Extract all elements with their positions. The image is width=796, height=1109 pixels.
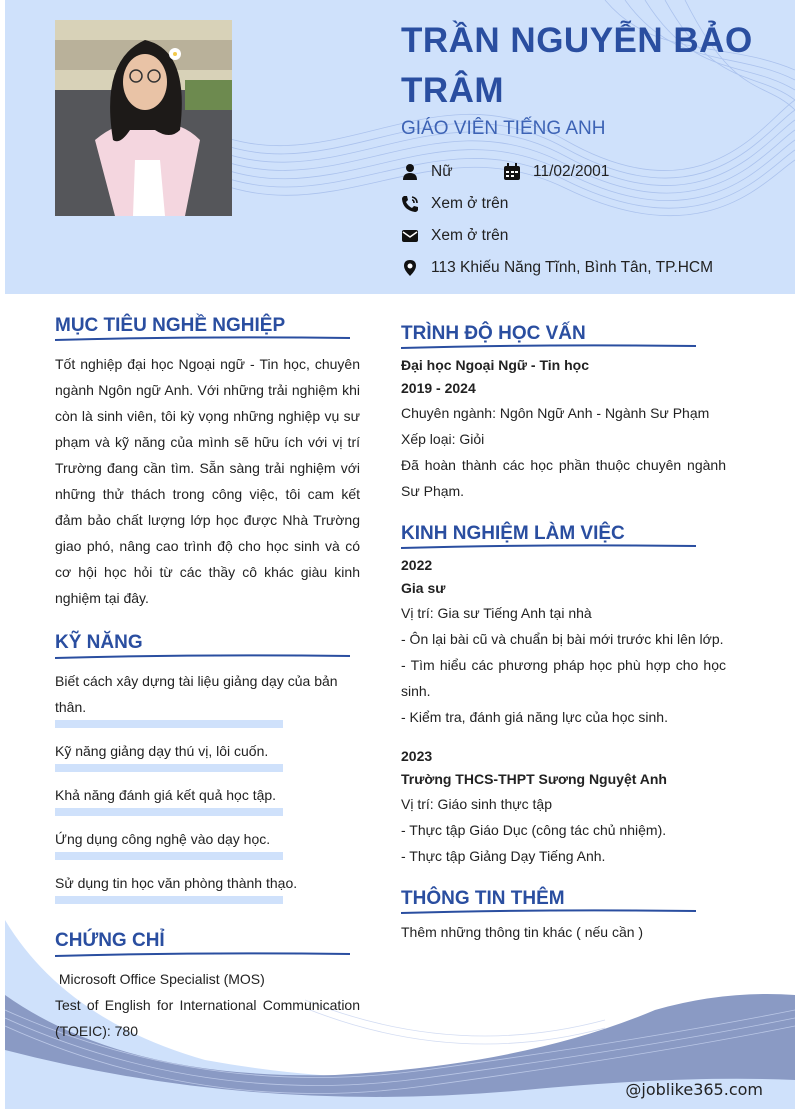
skill-item: Biết cách xây dựng tài liệu giảng dạy của bản thân. (55, 673, 338, 715)
job-organization: Gia sư (401, 580, 446, 596)
job-task: - Ôn lại bài cũ và chuẩn bị bài mới trước khi lên lớp. (401, 631, 724, 647)
job-task: - Thực tập Giáo Dục (công tác chủ nhiệm). (401, 822, 667, 838)
education-rank: Xếp loại: Giỏi (401, 431, 485, 447)
skills-title: KỸ NĂNG (55, 632, 143, 653)
education-title: TRÌNH ĐỘ HỌC VẤN (401, 323, 586, 344)
job-year: 2023 (401, 748, 433, 764)
profile-photo (55, 20, 232, 216)
job-role: Vị trí: Gia sư Tiếng Anh tại nhà (401, 605, 592, 621)
job-task: - Tìm hiểu các phương pháp học phù hợp cho học sinh. (401, 657, 726, 699)
education-years: 2019 - 2024 (401, 380, 476, 396)
candidate-name: TRẦN NGUYỄN BẢO TRÂM (401, 21, 753, 110)
objective-underline (55, 336, 350, 342)
education-major: Chuyên ngành: Ngôn Ngữ Anh - Ngành Sư Phạm (401, 405, 710, 421)
job-organization: Trường THCS-THPT Sương Nguyệt Anh (401, 771, 667, 787)
skill-item: Kỹ năng giảng dạy thú vị, lôi cuốn. (55, 743, 269, 759)
education-note: Đã hoàn thành các học phần thuộc chuyên ngành Sư Phạm. (401, 457, 726, 499)
experience-title: KINH NGHIỆM LÀM VIỆC (401, 523, 625, 544)
objective-text: Tốt nghiệp đại học Ngoại ngữ - Tin học, chuyên ngành Ngôn ngữ Anh. Với những trải nghiệm khi còn là sinh viên, tôi kỳ vọng những nghiệp vụ sư phạm và kỹ năng của mình sẽ hữu ích với vị trí Trường đang cần tìm. Sẵn sàng trải nghiệm với những thử thách trong công việc, tôi cam kết đảm bảo chất lượng lớp học được Nhà Trường giao phó, nâng cao trình độ cho học sinh và có cơ hội học hỏi từ các thầy cô khác giàu kinh nghiệm tại đây. (55, 356, 360, 606)
extra-title: THÔNG TIN THÊM (401, 888, 565, 909)
job-year: 2022 (401, 557, 433, 573)
skill-bar (55, 896, 283, 904)
phone-row (401, 195, 701, 215)
objective-title: MỤC TIÊU NGHỀ NGHIỆP (55, 315, 286, 336)
skill-bar (55, 720, 283, 728)
certificate-item: Microsoft Office Specialist (MOS) (55, 971, 265, 987)
skill-bar (55, 808, 283, 816)
phone-icon (401, 195, 419, 213)
cv-page (5, 0, 795, 1109)
envelope-icon (401, 227, 419, 245)
certificates-title: CHỨNG CHỈ (55, 930, 165, 951)
skill-item: Ứng dụng công nghệ vào dạy học. (55, 831, 271, 847)
birthday-value: 11/02/2001 (533, 163, 610, 180)
skills-underline (55, 654, 350, 660)
skill-bar (55, 764, 283, 772)
website-watermark: @joblike365.com (625, 1080, 763, 1099)
job-title: GIÁO VIÊN TIẾNG ANH (401, 118, 606, 139)
address-value: 113 Khiếu Năng Tĩnh, Bình Tân, TP.HCM (431, 259, 714, 276)
address-row (401, 259, 781, 279)
certificates-underline (55, 952, 350, 958)
location-pin-icon (401, 259, 419, 277)
job-task: - Kiểm tra, đánh giá năng lực của học sinh. (401, 709, 668, 725)
skill-item: Sử dụng tin học văn phòng thành thạo. (55, 875, 298, 891)
skill-bar (55, 852, 283, 860)
job-task: - Thực tập Giảng Dạy Tiếng Anh. (401, 848, 606, 864)
birthday-row (503, 163, 703, 183)
job-role: Vị trí: Giáo sinh thực tập (401, 796, 552, 812)
extra-text: Thêm những thông tin khác ( nếu cần ) (401, 924, 644, 940)
phone-value: Xem ở trên (431, 195, 509, 212)
experience-underline (401, 544, 696, 550)
email-row (401, 227, 701, 247)
education-school: Đại học Ngoại Ngữ - Tin học (401, 357, 589, 373)
calendar-icon (503, 163, 521, 181)
gender-value: Nữ (431, 163, 453, 180)
skill-item: Khả năng đánh giá kết quả học tập. (55, 787, 277, 803)
email-value: Xem ở trên (431, 227, 509, 244)
user-icon (401, 163, 419, 181)
certificate-item: Test of English for International Communication (TOEIC): 780 (55, 997, 360, 1039)
extra-underline (401, 909, 696, 915)
education-underline (401, 344, 696, 350)
